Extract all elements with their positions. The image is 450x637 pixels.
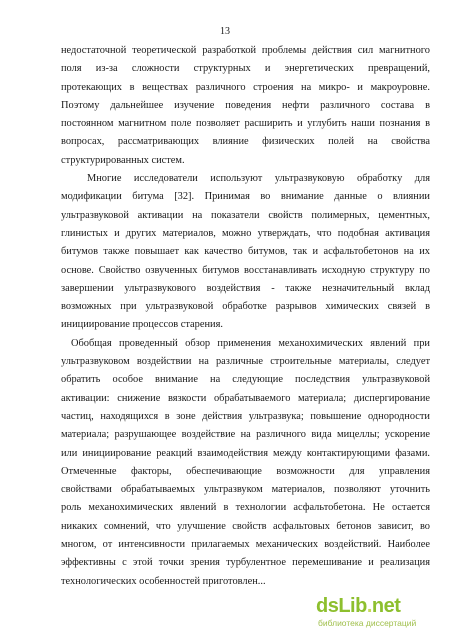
text-line: никаких сомнений, что улучшение свойств асфальтовых бетонов зависит, во xyxy=(61,520,430,532)
text-line: обратить особое внимание на следующие последствия ультразвуковой xyxy=(61,374,430,386)
dslib-logo: dsLib.net xyxy=(316,595,401,617)
text-line: технологических особенностей приготовлен... xyxy=(61,575,266,587)
text-line: протекающих в веществах различного строения на микро- и макроуровне. xyxy=(61,81,430,93)
text-line: поля из-за сложности структурных и энергетических превращений, xyxy=(61,63,430,75)
text-line: основе. Свойство озвученных битумов восстанавливать исходную структуру по xyxy=(61,264,430,276)
dslib-watermark[interactable] xyxy=(316,595,428,631)
text-line: частиц, находящихся в зоне действия ультразвука; повышение однородности xyxy=(61,410,430,422)
text-line: Поэтому дальнейшее изучение поведения нефти различного состава в xyxy=(61,99,430,111)
text-line: эффективны с этой точки зрения турбулентное перемешивание и реализация xyxy=(61,557,430,569)
text-line: свойствами обрабатываемых ультразвуком материалов, позволяют уточнить xyxy=(61,484,430,496)
document-body xyxy=(61,42,430,591)
paragraph-2 xyxy=(61,170,430,335)
watermark-tagline: библиотека диссертаций xyxy=(318,618,417,628)
text-line: модификации битума [32]. Принимая во внимание данные о влиянии xyxy=(61,191,430,203)
text-line: роль механохимических явлений в технологии асфальтобетона. Не остается xyxy=(61,502,430,514)
text-line: глинистых и других материалов, можно утверждать, что подобная активация xyxy=(61,227,430,239)
page-number: 13 xyxy=(220,26,230,37)
text-line: структурированных систем. xyxy=(61,154,185,166)
text-line: ультразвуковом воздействии на различные строительные материалы, следует xyxy=(61,356,430,368)
paragraph-1 xyxy=(61,42,430,170)
text-line: Обобщая проведенный обзор применения механохимических явлений при xyxy=(71,337,430,349)
text-line: завершении ультразвукового воздействия - также незначительный вклад xyxy=(61,282,430,294)
text-line: постоянном магнитном поле позволяет расширить и углубить наши познания в xyxy=(61,118,430,130)
text-line: активации: снижение вязкости обрабатываемого материала; диспергирование xyxy=(61,392,430,404)
text-line: Многие исследователи используют ультразвуковую обработку для xyxy=(87,173,430,185)
text-line: вопросах, рассматривающих влияние физических полей на свойства xyxy=(61,136,430,148)
text-line: ультразвуковой активации на показатели свойств полимерных, цементных, xyxy=(61,209,430,221)
text-line: или инициирование реакций взаимодействия между контактирующими фазами. xyxy=(61,447,430,459)
text-line: недостаточной теоретической разработкой проблемы действия сил магнитного xyxy=(61,45,430,56)
text-line: инициирование процессов старения. xyxy=(61,319,223,331)
text-line: возможных при ультразвуковой обработке разрывов химических связей в xyxy=(61,301,430,313)
text-line: битумов также повышает как качество битумов, так и асфальтобетонов на их xyxy=(61,246,430,258)
text-line: многом, от интенсивности прилагаемых механических воздействий. Наиболее xyxy=(61,539,430,551)
paragraph-3 xyxy=(61,335,430,591)
text-line: Отмеченные факторы, обеспечивающие возможности для управления xyxy=(61,465,430,477)
text-line: материала; разрушающее воздействие на различного вида мицеллы; ускорение xyxy=(61,429,430,441)
